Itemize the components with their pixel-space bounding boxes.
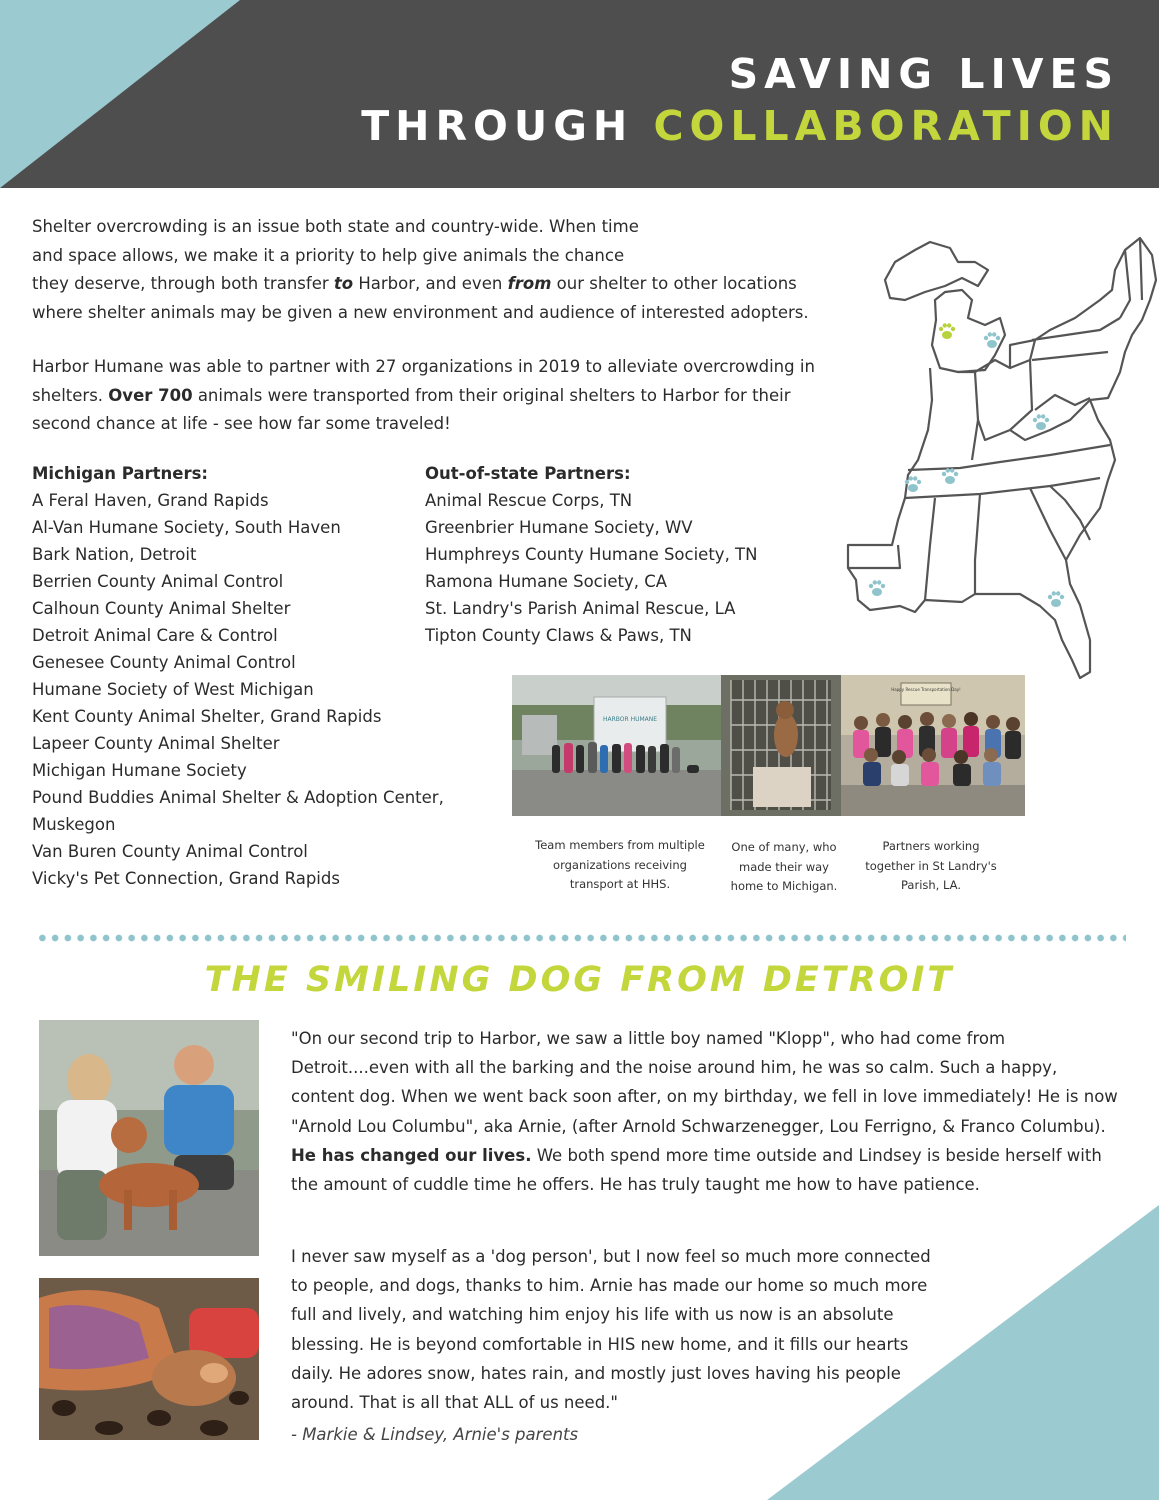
dotted-divider — [36, 932, 1126, 944]
list-item: Van Buren County Animal Control — [32, 842, 308, 861]
home-paw-icon — [939, 323, 955, 339]
list-item: St. Landry's Parish Animal Rescue, LA — [425, 599, 736, 618]
state-borders — [848, 238, 1156, 678]
intro-paragraph-2: Harbor Humane was able to partner with 27 organizations in 2019 to alleviate overcrowding in shelters. Over 700 animals were transported from their original shelters to Harbor for their second chance at life - see how far some traveled! — [32, 357, 815, 433]
list-item: Vicky's Pet Connection, Grand Rapids — [32, 869, 340, 888]
paw-icon — [942, 468, 958, 484]
story-title: THE SMILING DOG FROM DETROIT — [204, 960, 955, 1000]
page-title-accent: COLLABORATION — [653, 102, 1119, 150]
paw-icon — [984, 332, 1000, 348]
paw-icon — [1048, 591, 1064, 607]
list-item: Pound Buddies Animal Shelter & Adoption Center, Muskegon — [32, 788, 444, 834]
outofstate-partners-heading: Out-of-state Partners: — [425, 464, 631, 483]
list-item: Humphreys County Humane Society, TN — [425, 545, 758, 564]
photo-caption-2: One of many, who made their way home to Michigan. — [730, 840, 838, 893]
list-item: Greenbrier Humane Society, WV — [425, 518, 693, 537]
photo-caption-1: Team members from multiple organizations receiving transport at HHS. — [535, 838, 705, 891]
list-item: Tipton County Claws & Paws, TN — [425, 626, 692, 645]
intro-paragraph-1: Shelter overcrowding is an issue both state and country-wide. When time and space allows, we make it a priority to help give animals the chance they deserve, through both transfer to Harbor, and even from our shelter to other locations where shelter animals may be given a new environment and audience of interested adopters. — [32, 217, 809, 322]
list-item: Kent County Animal Shelter, Grand Rapids — [32, 707, 382, 726]
story-signature: - Markie & Lindsey, Arnie's parents — [291, 1425, 579, 1444]
paw-markers — [869, 323, 1064, 607]
list-item: Lapeer County Animal Shelter — [32, 734, 280, 753]
dog-in-crate-photo — [721, 675, 841, 816]
michigan-partners-heading: Michigan Partners: — [32, 464, 208, 483]
sleeping-dog-photo — [39, 1278, 259, 1440]
bottom-corner-accent — [767, 1205, 1159, 1500]
eastern-us-map — [838, 225, 1159, 690]
paw-icon — [1033, 414, 1049, 430]
photo-caption-3: Partners working together in St Landry's Parish, LA. — [865, 839, 997, 892]
list-item: Ramona Humane Society, CA — [425, 572, 668, 591]
michigan-partners-list — [32, 460, 492, 892]
story-paragraph-1: "On our second trip to Harbor, we saw a little boy named "Klopp", who had come from Detroit....even with all the barking and the noise around him, he was so calm. Such a happy, content dog. When we went back soon after, on my birthday, we fell in love immediately! He is now "Arnold Lou Columbu", aka Arnie, (after Arnold Schwarzenegger, Lou Ferrigno, & Franco Columbu). He has changed our lives. We both spend more time outside and Lindsey is beside herself with the amount of cuddle time he offers. He has truly taught me how to have patience. — [291, 1029, 1118, 1195]
st-landry-partners-photo — [841, 675, 1025, 816]
list-item: Animal Rescue Corps, TN — [425, 491, 633, 510]
header-corner-accent — [0, 0, 240, 188]
banner-sign: Happy Rescue Transportation Day! — [891, 687, 961, 692]
page-title-line-1: SAVING LIVES — [728, 50, 1119, 98]
list-item: Detroit Animal Care & Control — [32, 626, 278, 645]
list-item: Berrien County Animal Control — [32, 572, 284, 591]
couple-with-dog-photo — [39, 1020, 259, 1256]
list-item: Michigan Humane Society — [32, 761, 247, 780]
truck-sign: HARBOR HUMANE — [602, 716, 658, 723]
list-item: Humane Society of West Michigan — [32, 680, 314, 699]
team-transport-photo — [512, 675, 721, 816]
outofstate-partners-list — [425, 460, 825, 649]
list-item: Genesee County Animal Control — [32, 653, 296, 672]
story-paragraph-2: I never saw myself as a 'dog person', but I now feel so much more connected to people, and dogs, thanks to him. Arnie has made our home so much more full and lively, and watching him enjoy his life with us now is an absolute blessing. He is beyond comfortable in HIS new home, and it fills our hearts daily. He adores snow, hates rain, and mostly just loves having his people around. That is all that ALL of us need." — [291, 1247, 931, 1413]
page-title-line-2: THROUGH COLLABORATION — [361, 102, 1119, 150]
list-item: A Feral Haven, Grand Rapids — [32, 491, 269, 510]
paw-icon — [869, 580, 885, 596]
list-item: Calhoun County Animal Shelter — [32, 599, 291, 618]
list-item: Al-Van Humane Society, South Haven — [32, 518, 341, 537]
list-item: Bark Nation, Detroit — [32, 545, 197, 564]
